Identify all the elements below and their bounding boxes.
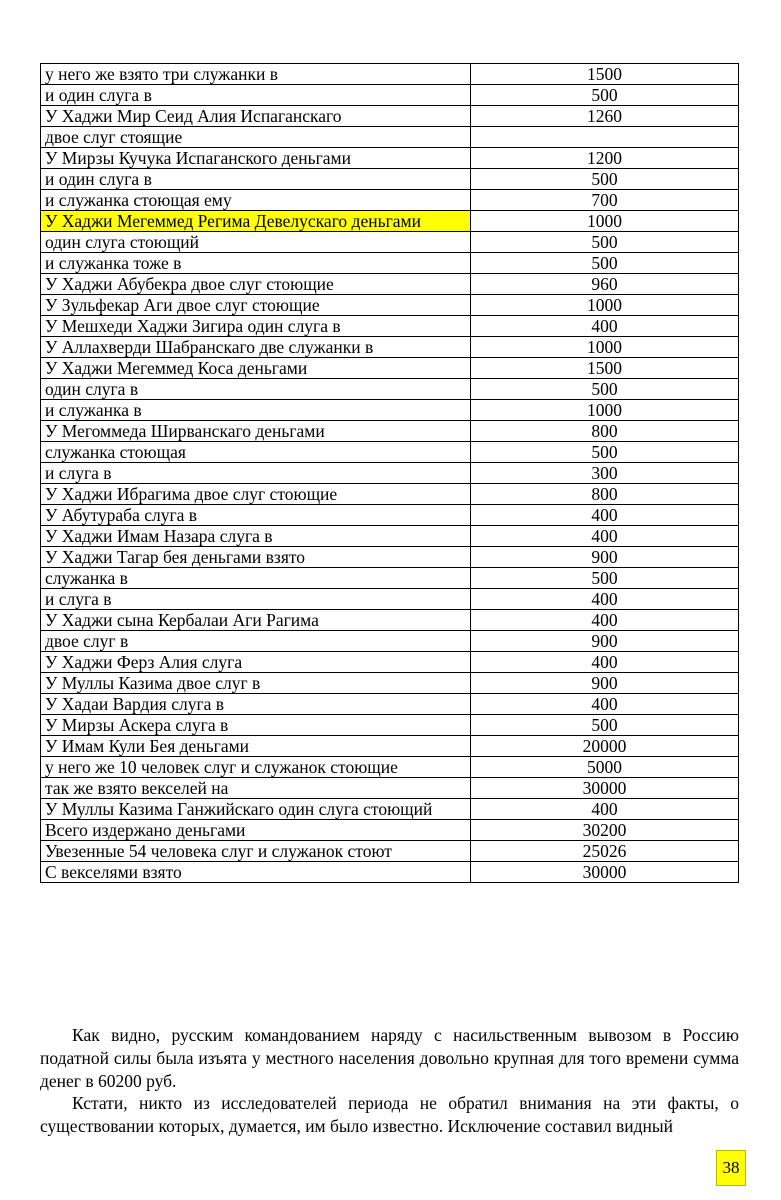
row-amount: 400 (471, 694, 739, 715)
row-description: У Хаджи Мегеммед Регима Девелускаго деньгами (41, 211, 471, 232)
table-row (41, 379, 739, 400)
row-description: Всего издержано деньгами (41, 820, 471, 841)
table-row (41, 484, 739, 505)
row-description: У Имам Кули Бея деньгами (41, 736, 471, 757)
table-row (41, 463, 739, 484)
table-row (41, 589, 739, 610)
row-description: и слуга в (41, 463, 471, 484)
table-row (41, 106, 739, 127)
row-description: двое слуг стоящие (41, 127, 471, 148)
row-description: и служанка тоже в (41, 253, 471, 274)
row-amount: 25026 (471, 841, 739, 862)
row-amount: 900 (471, 673, 739, 694)
row-amount: 400 (471, 610, 739, 631)
ledger-table (40, 63, 739, 883)
row-description: один слуга в (41, 379, 471, 400)
row-amount: 1200 (471, 148, 739, 169)
row-amount: 300 (471, 463, 739, 484)
table-row (41, 232, 739, 253)
table-row (41, 85, 739, 106)
row-description: так же взято векселей на (41, 778, 471, 799)
table-row (41, 337, 739, 358)
row-description: У Хаджи Мир Сеид Алия Испаганскаго (41, 106, 471, 127)
row-amount: 30000 (471, 862, 739, 883)
ledger-table-body (41, 64, 739, 883)
row-amount: 1260 (471, 106, 739, 127)
row-amount: 960 (471, 274, 739, 295)
table-row (41, 799, 739, 820)
row-amount: 400 (471, 589, 739, 610)
table-row (41, 820, 739, 841)
row-amount: 5000 (471, 757, 739, 778)
row-description: У Хаджи сына Кербалаи Аги Рагима (41, 610, 471, 631)
table-row (41, 526, 739, 547)
row-description: У Хаджи Имам Назара слуга в (41, 526, 471, 547)
row-amount: 500 (471, 568, 739, 589)
table-row (41, 64, 739, 85)
table-row (41, 505, 739, 526)
table-row (41, 862, 739, 883)
table-row (41, 421, 739, 442)
row-description: У Хаджи Абубекра двое слуг стоющие (41, 274, 471, 295)
table-row (41, 778, 739, 799)
row-description: двое слуг в (41, 631, 471, 652)
paragraph-1: Как видно, русским командованием наряду с насильственным вывозом в Россию податной силы была изъята у местного населения довольно крупная для того времени сумма денег в 60200 руб. (40, 1025, 739, 1091)
table-row (41, 295, 739, 316)
row-description: и слуга в (41, 589, 471, 610)
row-description: У Абутураба слуга в (41, 505, 471, 526)
paragraph-2: Кстати, никто из исследователей периода не обратил внимания на эти факты, о существовании которых, думается, им было известно. Исключение составил видный (40, 1093, 739, 1136)
row-amount: 400 (471, 505, 739, 526)
table-row (41, 652, 739, 673)
row-amount: 1000 (471, 337, 739, 358)
table-row (41, 610, 739, 631)
row-description: С векселями взято (41, 862, 471, 883)
table-row (41, 841, 739, 862)
table-row (41, 757, 739, 778)
row-amount: 800 (471, 484, 739, 505)
page-number: 38 (716, 1150, 746, 1186)
row-amount: 1500 (471, 64, 739, 85)
table-row (41, 442, 739, 463)
row-amount: 500 (471, 169, 739, 190)
table-row (41, 316, 739, 337)
row-amount: 400 (471, 316, 739, 337)
table-row (41, 148, 739, 169)
row-amount: 20000 (471, 736, 739, 757)
table-row (41, 127, 739, 148)
row-description: У Мегоммеда Ширванскаго деньгами (41, 421, 471, 442)
table-row (41, 253, 739, 274)
row-description: у него же 10 человек слуг и служанок стоющие (41, 757, 471, 778)
row-amount: 1000 (471, 211, 739, 232)
row-amount: 500 (471, 232, 739, 253)
table-row (41, 211, 739, 232)
table-row (41, 547, 739, 568)
row-description: служанка стоющая (41, 442, 471, 463)
table-row (41, 169, 739, 190)
row-description: У Хаджи Тагар бея деньгами взято (41, 547, 471, 568)
row-description: один слуга стоющий (41, 232, 471, 253)
row-description: У Мирзы Кучука Испаганского деньгами (41, 148, 471, 169)
row-description: У Муллы Казима двое слуг в (41, 673, 471, 694)
row-description: У Хаджи Мегеммед Коса деньгами (41, 358, 471, 379)
row-amount: 30000 (471, 778, 739, 799)
row-amount: 30200 (471, 820, 739, 841)
row-description: и один слуга в (41, 85, 471, 106)
row-amount: 500 (471, 442, 739, 463)
table-row (41, 631, 739, 652)
row-description: и служанка стоющая ему (41, 190, 471, 211)
row-description: и один слуга в (41, 169, 471, 190)
row-amount: 500 (471, 253, 739, 274)
row-description: У Хаджи Ферз Алия слуга (41, 652, 471, 673)
row-amount: 900 (471, 631, 739, 652)
row-amount: 700 (471, 190, 739, 211)
row-description: У Хаджи Ибрагима двое слуг стоющие (41, 484, 471, 505)
row-amount: 900 (471, 547, 739, 568)
row-description: У Аллахверди Шабранскаго две служанки в (41, 337, 471, 358)
row-amount: 1500 (471, 358, 739, 379)
table-row (41, 673, 739, 694)
row-amount: 400 (471, 526, 739, 547)
table-row (41, 736, 739, 757)
row-description: и служанка в (41, 400, 471, 421)
row-amount: 500 (471, 715, 739, 736)
table-row (41, 190, 739, 211)
row-description: У Мирзы Аскера слуга в (41, 715, 471, 736)
row-amount: 400 (471, 652, 739, 673)
row-amount: 1000 (471, 295, 739, 316)
table-row (41, 358, 739, 379)
row-amount: 1000 (471, 400, 739, 421)
row-description: У Зульфекар Аги двое слуг стоющие (41, 295, 471, 316)
row-description: У Мешхеди Хаджи Зигира один слуга в (41, 316, 471, 337)
table-row (41, 568, 739, 589)
row-description: Увезенные 54 человека слуг и служанок стоют (41, 841, 471, 862)
row-description: У Хадаи Вардия слуга в (41, 694, 471, 715)
row-amount: 500 (471, 85, 739, 106)
row-amount (471, 127, 739, 148)
table-row (41, 715, 739, 736)
table-row (41, 274, 739, 295)
table-row (41, 694, 739, 715)
row-amount: 800 (471, 421, 739, 442)
row-amount: 500 (471, 379, 739, 400)
row-amount: 400 (471, 799, 739, 820)
row-description: У Муллы Казима Ганжийскаго один слуга стоющий (41, 799, 471, 820)
row-description: у него же взято три служанки в (41, 64, 471, 85)
row-description: служанка в (41, 568, 471, 589)
table-row (41, 400, 739, 421)
